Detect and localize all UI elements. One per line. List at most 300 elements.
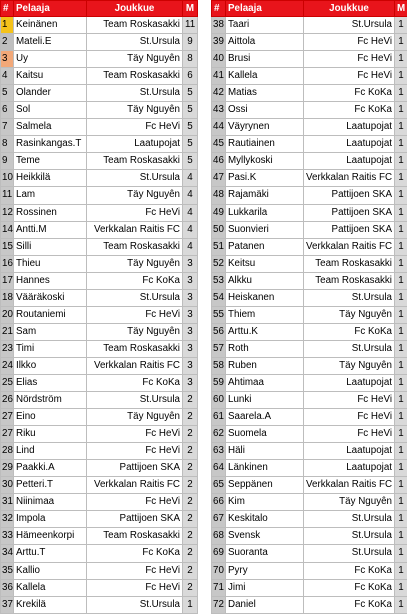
team-cell: St.Ursula [87, 170, 183, 187]
player-name-cell: Kallela [226, 68, 304, 85]
rank-cell: 27 [1, 409, 14, 426]
goals-cell: 5 [183, 136, 198, 153]
goals-cell: 3 [183, 255, 198, 272]
rank-cell: 23 [1, 340, 14, 357]
rank-cell: 20 [1, 306, 14, 323]
table-row [212, 272, 407, 289]
player-name-cell: Routaniemi [14, 306, 87, 323]
team-cell: Verkkalan Raitis FC [87, 221, 183, 238]
rank-cell: 9 [1, 153, 14, 170]
team-cell: Pattijoen SKA [304, 204, 395, 221]
player-name-cell: Pyry [226, 562, 304, 579]
goals-cell: 8 [183, 51, 198, 68]
player-name-cell: Seppänen [226, 477, 304, 494]
header-row [212, 1, 407, 17]
player-name-cell: Aittola [226, 34, 304, 51]
table-row [1, 187, 198, 204]
player-name-cell: Lam [14, 187, 87, 204]
table-row [1, 170, 198, 187]
rank-cell: 7 [1, 119, 14, 136]
team-cell: St.Ursula [304, 340, 395, 357]
player-name-cell: Suonvieri [226, 221, 304, 238]
player-name-cell: Thiem [226, 306, 304, 323]
table-row [1, 545, 198, 562]
rank-cell: 2 [1, 34, 14, 51]
table-row [212, 443, 407, 460]
rank-cell: 46 [212, 153, 226, 170]
team-cell: Fc HeVi [87, 306, 183, 323]
scorers-table-right [211, 0, 407, 614]
goals-cell: 1 [395, 289, 407, 306]
goals-cell: 1 [395, 409, 407, 426]
team-cell: Team Roskasakki [304, 255, 395, 272]
goals-cell: 1 [395, 596, 407, 613]
table-row [1, 596, 198, 613]
team-cell: Fc KoKa [87, 272, 183, 289]
player-name-cell: Salmela [14, 119, 87, 136]
header-row [1, 1, 198, 17]
team-cell: Fc KoKa [304, 579, 395, 596]
rank-cell: 27 [1, 426, 14, 443]
goals-cell: 1 [395, 528, 407, 545]
table-row [1, 306, 198, 323]
rank-cell: 45 [212, 136, 226, 153]
player-name-cell: Häli [226, 443, 304, 460]
rank-cell: 28 [1, 443, 14, 460]
player-name-cell: Krekilä [14, 596, 87, 613]
table-row [212, 528, 407, 545]
goals-cell: 3 [183, 306, 198, 323]
table-row [1, 340, 198, 357]
player-name-cell: Ilkko [14, 357, 87, 374]
table-row [1, 51, 198, 68]
rank-cell: 62 [212, 426, 226, 443]
team-cell: Team Roskasakki [87, 340, 183, 357]
rank-cell: 29 [1, 460, 14, 477]
team-cell: Pattijoen SKA [304, 221, 395, 238]
team-cell: Täy Nguyên [304, 306, 395, 323]
goals-cell: 2 [183, 562, 198, 579]
table-row [212, 34, 407, 51]
table-row [212, 306, 407, 323]
player-name-cell: Elias [14, 374, 87, 391]
player-name-cell: Suoranta [226, 545, 304, 562]
table-row [1, 17, 198, 34]
team-cell: Laatupojat [304, 443, 395, 460]
goals-cell: 1 [395, 357, 407, 374]
team-cell: Fc HeVi [304, 409, 395, 426]
team-cell: Verkkalan Raitis FC [87, 477, 183, 494]
player-name-cell: Kim [226, 494, 304, 511]
player-name-cell: Taari [226, 17, 304, 34]
team-cell: Team Roskasakki [87, 238, 183, 255]
rank-cell: 36 [1, 579, 14, 596]
player-name-cell: Impola [14, 511, 87, 528]
table-row [212, 238, 407, 255]
rank-cell: 30 [1, 477, 14, 494]
player-name-cell: Jimi [226, 579, 304, 596]
rank-cell: 41 [212, 68, 226, 85]
goals-header: M [395, 1, 407, 17]
team-cell: Fc HeVi [87, 579, 183, 596]
player-name-cell: Alkku [226, 272, 304, 289]
team-cell: St.Ursula [304, 511, 395, 528]
team-cell: Fc HeVi [87, 494, 183, 511]
table-row [1, 68, 198, 85]
table-row [212, 17, 407, 34]
goals-cell: 1 [395, 545, 407, 562]
player-name-cell: Antti.M [14, 221, 87, 238]
team-cell: Täy Nguyên [87, 409, 183, 426]
player-header: Pelaaja [14, 1, 87, 17]
player-header: Pelaaja [226, 1, 304, 17]
rank-cell: 61 [212, 409, 226, 426]
team-cell: Fc KoKa [304, 562, 395, 579]
goals-cell: 2 [183, 528, 198, 545]
goals-cell: 4 [183, 221, 198, 238]
rank-cell: 4 [1, 68, 14, 85]
rank-cell: 69 [212, 545, 226, 562]
rank-cell: 12 [1, 204, 14, 221]
table-row [1, 34, 198, 51]
goals-cell: 4 [183, 204, 198, 221]
goals-cell: 2 [183, 460, 198, 477]
rank-cell: 43 [212, 102, 226, 119]
team-cell: Fc KoKa [304, 596, 395, 613]
table-row [1, 579, 198, 596]
team-cell: Täy Nguyên [87, 102, 183, 119]
player-name-cell: Svensk [226, 528, 304, 545]
player-name-cell: Saarela.A [226, 409, 304, 426]
team-cell: Team Roskasakki [87, 153, 183, 170]
table-row [1, 357, 198, 374]
goals-cell: 5 [183, 119, 198, 136]
rank-cell: 50 [212, 221, 226, 238]
goals-cell: 5 [183, 153, 198, 170]
team-cell: Fc KoKa [304, 102, 395, 119]
player-name-cell: Roth [226, 340, 304, 357]
rank-cell: 55 [212, 306, 226, 323]
player-name-cell: Keinänen [14, 17, 87, 34]
goals-cell: 1 [395, 238, 407, 255]
goals-cell: 2 [183, 409, 198, 426]
rank-cell: 71 [212, 579, 226, 596]
rank-cell: 37 [1, 596, 14, 613]
rank-cell: 58 [212, 357, 226, 374]
goals-cell: 1 [395, 340, 407, 357]
table-row [212, 136, 407, 153]
rank-cell: 8 [1, 136, 14, 153]
table-row [1, 374, 198, 391]
table-row [212, 562, 407, 579]
team-cell: Täy Nguyên [304, 357, 395, 374]
goals-cell: 2 [183, 494, 198, 511]
rank-cell: 40 [212, 51, 226, 68]
goals-cell: 2 [183, 579, 198, 596]
table-row [212, 494, 407, 511]
table-row [212, 511, 407, 528]
rank-cell: 53 [212, 272, 226, 289]
rank-cell: 15 [1, 238, 14, 255]
player-name-cell: Väyrynen [226, 119, 304, 136]
table-row [212, 289, 407, 306]
table-row [212, 221, 407, 238]
team-cell: Fc HeVi [304, 426, 395, 443]
player-name-cell: Lunki [226, 392, 304, 409]
goals-cell: 1 [395, 170, 407, 187]
team-cell: Pattijoen SKA [87, 511, 183, 528]
team-cell: Laatupojat [304, 153, 395, 170]
table-row [212, 323, 407, 340]
player-name-cell: Sam [14, 323, 87, 340]
rank-cell: 1 [1, 17, 14, 34]
goals-cell: 3 [183, 340, 198, 357]
player-name-cell: Uy [14, 51, 87, 68]
table-row [212, 102, 407, 119]
goals-cell: 1 [395, 136, 407, 153]
table-row [1, 238, 198, 255]
table-row [212, 68, 407, 85]
table-row [1, 153, 198, 170]
player-name-cell: Arttu.T [14, 545, 87, 562]
rank-cell: 65 [212, 477, 226, 494]
goals-cell: 1 [395, 51, 407, 68]
table-row [1, 289, 198, 306]
rank-cell: 59 [212, 374, 226, 391]
table-row [212, 187, 407, 204]
rank-cell: 72 [212, 596, 226, 613]
rank-cell: 63 [212, 443, 226, 460]
player-name-cell: Ahtimaa [226, 374, 304, 391]
goals-cell: 2 [183, 426, 198, 443]
rank-cell: 21 [1, 323, 14, 340]
table-row [1, 494, 198, 511]
rank-cell: 57 [212, 340, 226, 357]
rank-cell: 70 [212, 562, 226, 579]
player-name-cell: Matias [226, 85, 304, 102]
table-row [1, 221, 198, 238]
rank-cell: 31 [1, 494, 14, 511]
team-header: Joukkue [304, 1, 395, 17]
table-row [1, 272, 198, 289]
goals-cell: 2 [183, 392, 198, 409]
player-name-cell: Suomela [226, 426, 304, 443]
team-cell: St.Ursula [304, 289, 395, 306]
rank-cell: 10 [1, 170, 14, 187]
table-row [212, 340, 407, 357]
goals-cell: 2 [183, 443, 198, 460]
team-cell: St.Ursula [304, 545, 395, 562]
team-cell: Fc KoKa [87, 374, 183, 391]
team-cell: Verkkalan Raitis FC [87, 357, 183, 374]
player-name-cell: Vääräkoski [14, 289, 87, 306]
rank-header: # [1, 1, 14, 17]
table-row [1, 511, 198, 528]
table-row [212, 545, 407, 562]
player-name-cell: Eino [14, 409, 87, 426]
player-name-cell: Mateli.E [14, 34, 87, 51]
team-cell: Fc HeVi [87, 426, 183, 443]
player-name-cell: Keskitalo [226, 511, 304, 528]
goals-cell: 1 [395, 511, 407, 528]
team-cell: Fc HeVi [87, 119, 183, 136]
table-row [1, 528, 198, 545]
rank-cell: 14 [1, 221, 14, 238]
goals-cell: 3 [183, 323, 198, 340]
team-cell: Täy Nguyên [87, 51, 183, 68]
team-cell: Fc HeVi [87, 443, 183, 460]
team-header: Joukkue [87, 1, 183, 17]
table-row [212, 85, 407, 102]
player-name-cell: Thieu [14, 255, 87, 272]
rank-cell: 32 [1, 511, 14, 528]
player-name-cell: Keitsu [226, 255, 304, 272]
table-row [212, 204, 407, 221]
goals-cell: 1 [395, 221, 407, 238]
team-cell: St.Ursula [87, 392, 183, 409]
rank-cell: 34 [1, 545, 14, 562]
goals-cell: 1 [395, 34, 407, 51]
team-cell: St.Ursula [304, 528, 395, 545]
player-name-cell: Niinimaa [14, 494, 87, 511]
table-row [1, 323, 198, 340]
player-name-cell: Brusi [226, 51, 304, 68]
rank-cell: 49 [212, 204, 226, 221]
player-name-cell: Rasinkangas.T [14, 136, 87, 153]
table-row [212, 153, 407, 170]
table-row [1, 409, 198, 426]
player-name-cell: Lind [14, 443, 87, 460]
team-cell: Fc HeVi [304, 34, 395, 51]
rank-cell: 47 [212, 170, 226, 187]
goals-cell: 1 [395, 562, 407, 579]
goals-cell: 1 [395, 426, 407, 443]
team-cell: Laatupojat [87, 136, 183, 153]
table-row [212, 170, 407, 187]
player-name-cell: Hämeenkorpi [14, 528, 87, 545]
team-cell: Verkkalan Raitis FC [304, 170, 395, 187]
goals-cell: 1 [395, 102, 407, 119]
rank-cell: 52 [212, 255, 226, 272]
player-name-cell: Heiskanen [226, 289, 304, 306]
team-cell: Verkkalan Raitis FC [304, 238, 395, 255]
goals-cell: 3 [183, 374, 198, 391]
rank-cell: 26 [1, 392, 14, 409]
table-row [212, 374, 407, 391]
team-cell: Pattijoen SKA [87, 460, 183, 477]
team-cell: Team Roskasakki [87, 17, 183, 34]
team-cell: Fc HeVi [87, 562, 183, 579]
team-cell: St.Ursula [304, 17, 395, 34]
goals-cell: 1 [395, 17, 407, 34]
player-name-cell: Rajamäki [226, 187, 304, 204]
table-row [1, 460, 198, 477]
goals-cell: 1 [395, 392, 407, 409]
table-row [1, 102, 198, 119]
goals-cell: 3 [183, 272, 198, 289]
goals-cell: 4 [183, 187, 198, 204]
team-cell: Pattijoen SKA [304, 187, 395, 204]
table-row [212, 51, 407, 68]
goals-cell: 5 [183, 85, 198, 102]
rank-cell: 11 [1, 187, 14, 204]
player-name-cell: Arttu.K [226, 323, 304, 340]
player-name-cell: Petteri.T [14, 477, 87, 494]
team-cell: Laatupojat [304, 119, 395, 136]
goals-cell: 2 [183, 511, 198, 528]
rank-cell: 44 [212, 119, 226, 136]
rank-cell: 5 [1, 85, 14, 102]
goals-cell: 1 [395, 306, 407, 323]
goals-cell: 1 [395, 204, 407, 221]
player-name-cell: Sol [14, 102, 87, 119]
goals-cell: 1 [395, 255, 407, 272]
rank-cell: 35 [1, 562, 14, 579]
goals-cell: 1 [183, 596, 198, 613]
player-name-cell: Silli [14, 238, 87, 255]
goals-cell: 4 [183, 170, 198, 187]
team-cell: Fc HeVi [304, 68, 395, 85]
table-row [212, 460, 407, 477]
player-name-cell: Hannes [14, 272, 87, 289]
team-cell: Team Roskasakki [304, 272, 395, 289]
team-cell: Fc HeVi [304, 392, 395, 409]
table-row [1, 426, 198, 443]
goals-cell: 6 [183, 68, 198, 85]
goals-cell: 1 [395, 460, 407, 477]
table-row [1, 443, 198, 460]
rank-cell: 18 [1, 289, 14, 306]
player-name-cell: Ruben [226, 357, 304, 374]
goals-cell: 11 [183, 17, 198, 34]
player-name-cell: Kallela [14, 579, 87, 596]
rank-cell: 39 [212, 34, 226, 51]
goals-cell: 1 [395, 153, 407, 170]
goals-cell: 2 [183, 477, 198, 494]
rank-cell: 38 [212, 17, 226, 34]
goals-header: M [183, 1, 198, 17]
team-cell: Team Roskasakki [87, 528, 183, 545]
rank-cell: 51 [212, 238, 226, 255]
rank-cell: 16 [1, 255, 14, 272]
table-row [212, 477, 407, 494]
table-row [212, 119, 407, 136]
team-cell: Laatupojat [304, 136, 395, 153]
goals-cell: 1 [395, 323, 407, 340]
goals-cell: 5 [183, 102, 198, 119]
player-name-cell: Länkinen [226, 460, 304, 477]
player-name-cell: Paakki.A [14, 460, 87, 477]
player-name-cell: Patanen [226, 238, 304, 255]
goals-cell: 4 [183, 238, 198, 255]
table-row [212, 255, 407, 272]
table-row [1, 119, 198, 136]
goals-cell: 1 [395, 187, 407, 204]
team-cell: St.Ursula [87, 85, 183, 102]
table-row [1, 477, 198, 494]
rank-cell: 54 [212, 289, 226, 306]
rank-cell: 66 [212, 494, 226, 511]
team-cell: Fc KoKa [87, 545, 183, 562]
rank-cell: 48 [212, 187, 226, 204]
team-cell: Fc HeVi [304, 51, 395, 68]
table-row [212, 596, 407, 613]
rank-header: # [212, 1, 226, 17]
table-row [1, 136, 198, 153]
team-cell: St.Ursula [87, 289, 183, 306]
rank-cell: 17 [1, 272, 14, 289]
rank-cell: 64 [212, 460, 226, 477]
